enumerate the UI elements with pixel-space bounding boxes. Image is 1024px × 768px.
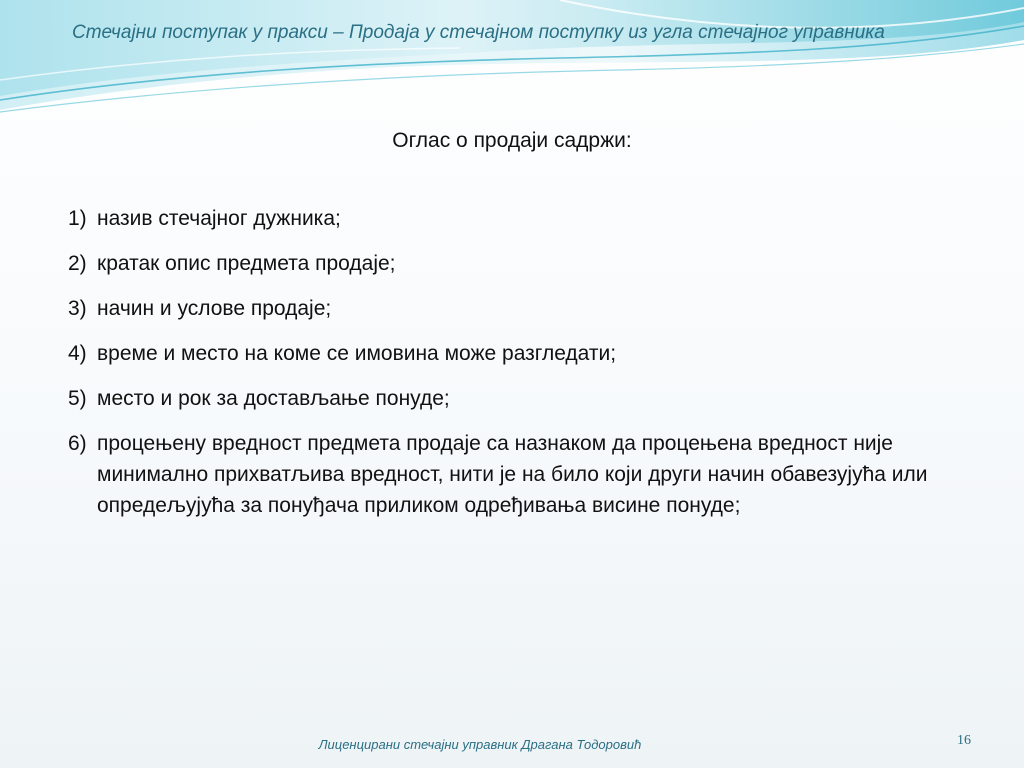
item-text: кратак опис предмета продаје; [97,252,396,275]
item-text: процењену вредност предмета продаје са назнаком да процењена вредност није минимално прихватљива вредност, нити је на било који други начин обавезујућа или опредељујућа за понуђача приликом одређивања висине понуде; [97,432,928,517]
item-number: 3) [68,297,87,320]
item-number: 5) [68,387,87,410]
list-item [68,428,948,521]
item-number: 1) [68,207,87,230]
list-item [68,383,948,414]
item-text: место и рок за достављање понуде; [97,387,450,410]
requirements-list [68,203,948,535]
list-item [68,293,948,324]
item-text: време и место на коме се имовина може разгледати; [97,342,617,365]
list-item [68,203,948,234]
footer-author: Лиценцирани стечајни управник Драгана Тодоровић [318,737,642,752]
item-number: 6) [68,432,87,455]
header-wave-decoration [0,0,1024,120]
list-item [68,338,948,369]
list-item [68,248,948,279]
slide-title: Стечајни поступак у пракси – Продаја у стечајном поступку из угла стечајног управника [72,22,885,43]
list-heading: Оглас о продаји садржи: [392,129,632,152]
page-number: 16 [957,733,971,748]
item-text: начин и услове продаје; [97,297,332,320]
item-text: назив стечајног дужника; [97,207,341,230]
item-number: 4) [68,342,87,365]
item-number: 2) [68,252,87,275]
